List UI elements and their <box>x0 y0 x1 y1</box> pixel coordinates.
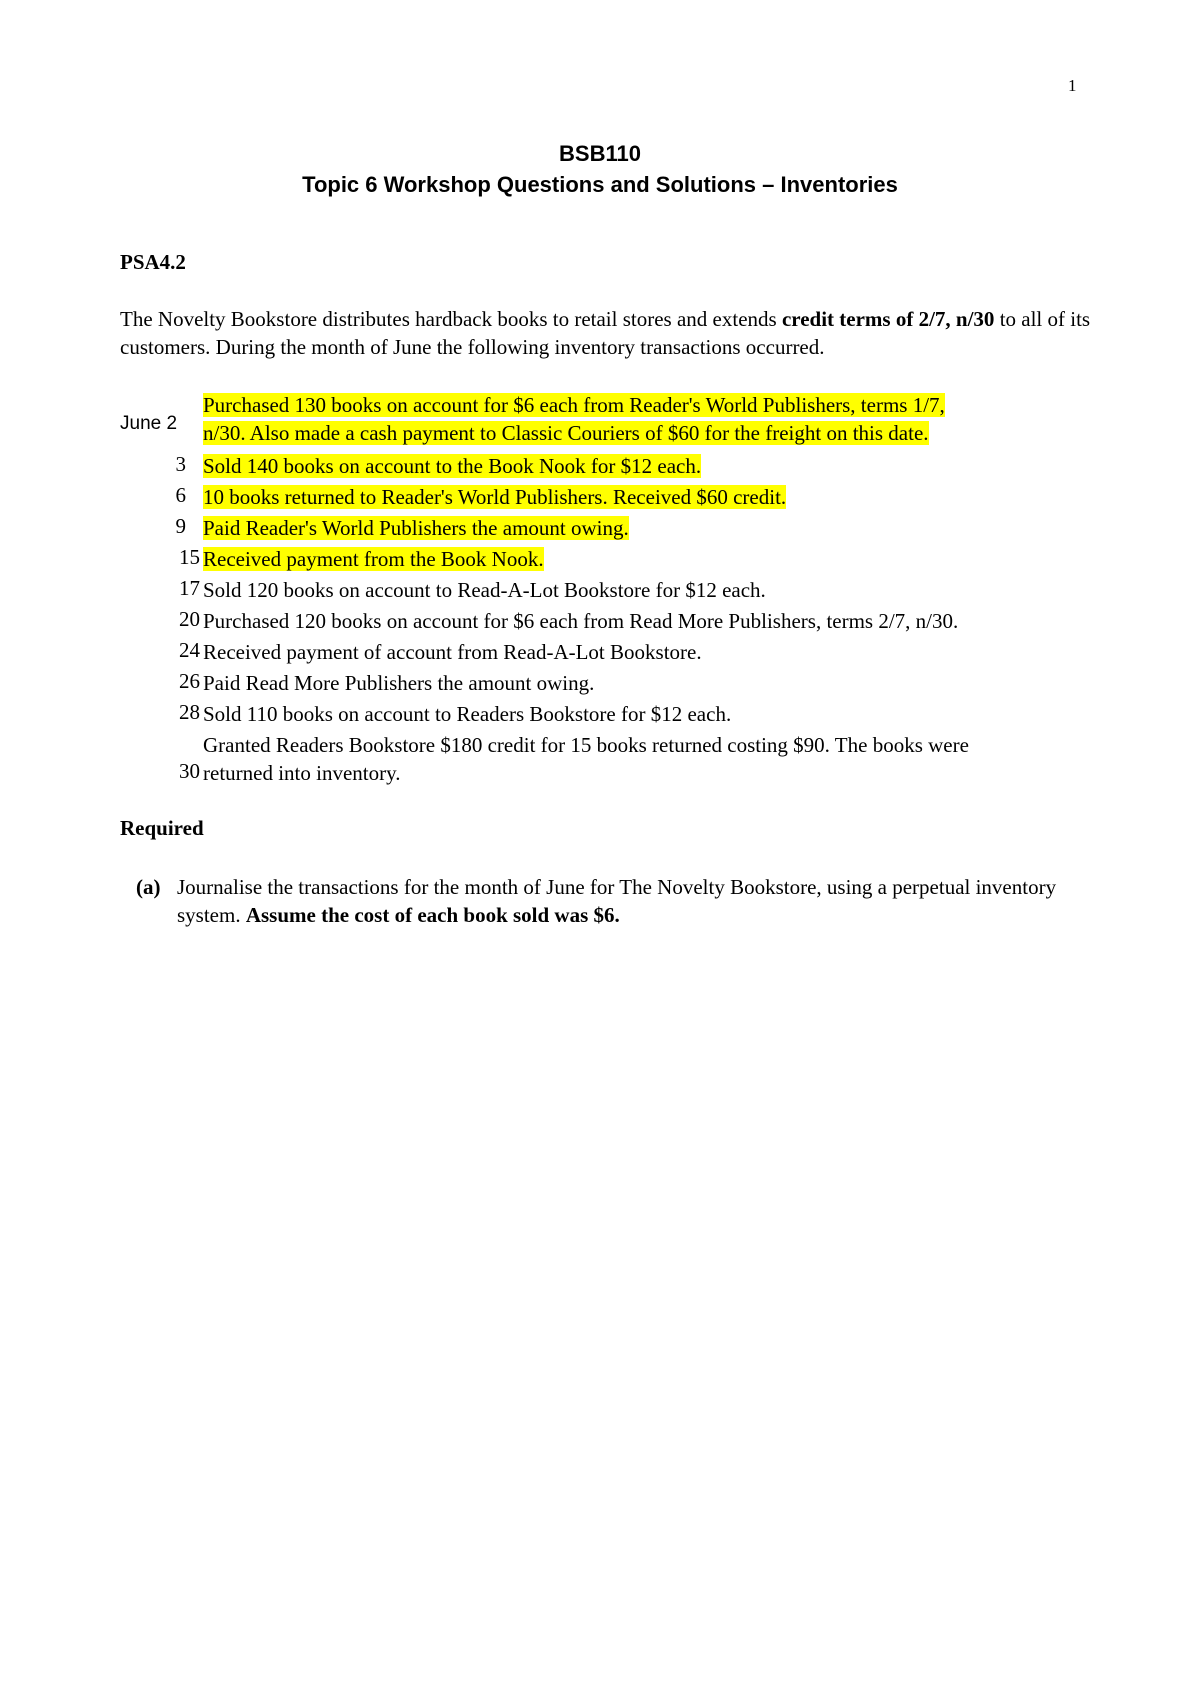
transaction-text: Purchased 120 books on account for $6 each from Read More Publishers, terms 2/7, n/30. <box>203 609 959 633</box>
transaction-text: Sold 140 books on account to the Book Nook for $12 each. <box>203 454 702 478</box>
required-heading: Required <box>120 816 204 840</box>
required-item-text <box>177 873 1057 929</box>
transaction-day: 30 <box>179 759 200 783</box>
topic-title: Topic 6 Workshop Questions and Solutions – Inventories <box>302 172 898 197</box>
transaction-text-line1: Granted Readers Bookstore $180 credit for 15 books returned costing $90. The books were <box>203 733 969 757</box>
transaction-day: 26 <box>179 669 200 693</box>
course-code: BSB110 <box>559 141 641 166</box>
transaction-text-line1: Purchased 130 books on account for $6 each from Reader's World Publishers, terms 1/7, <box>203 393 945 417</box>
intro-text-part1: The Novelty Bookstore distributes hardback books to retail stores and extends <box>120 307 782 331</box>
transaction-day: 20 <box>179 607 200 631</box>
transaction-description <box>203 731 1103 787</box>
transaction-day: 9 <box>175 514 186 538</box>
transaction-text: Paid Reader's World Publishers the amount owing. <box>203 516 629 540</box>
intro-text-part2: to all of its customers. During the month of June the following inventory transactions occurred. <box>120 307 1091 359</box>
transaction-text: Received payment of account from Read-A-Lot Bookstore. <box>203 640 702 664</box>
page-number: 1 <box>1068 76 1077 95</box>
problem-id: PSA4.2 <box>120 250 186 274</box>
intro-credit-terms: credit terms of 2/7, n/30 <box>781 307 995 331</box>
transaction-text-line2: n/30. Also made a cash payment to Classic Couriers of $60 for the freight on this date. <box>203 421 929 445</box>
transaction-text-line2: returned into inventory. <box>203 761 401 785</box>
transaction-description <box>203 391 1103 447</box>
transaction-day: 17 <box>179 576 200 600</box>
transaction-text: Sold 110 books on account to Readers Bookstore for $12 each. <box>203 702 732 726</box>
transaction-text: Sold 120 books on account to Read-A-Lot Bookstore for $12 each. <box>203 578 766 602</box>
transaction-text: Received payment from the Book Nook. <box>203 547 544 571</box>
transaction-text: Paid Read More Publishers the amount owing. <box>203 671 595 695</box>
document-header <box>0 138 1200 200</box>
transaction-day: June 2 <box>120 413 178 434</box>
transaction-day: 24 <box>179 638 200 662</box>
required-item-label: (a) <box>136 875 161 899</box>
transaction-day: 3 <box>175 452 186 476</box>
required-item-text-part1: Journalise the transactions for the month of June for The Novelty Bookstore, using a perpetual inventory system. <box>177 875 1057 927</box>
required-item-text-bold: Assume the cost of each book sold was $6. <box>245 903 620 927</box>
transaction-day: 6 <box>175 483 186 507</box>
transaction-text: 10 books returned to Reader's World Publishers. Received $60 credit. <box>203 485 787 509</box>
transaction-day: 28 <box>179 700 200 724</box>
problem-intro <box>120 305 1100 361</box>
transaction-day: 15 <box>179 545 200 569</box>
